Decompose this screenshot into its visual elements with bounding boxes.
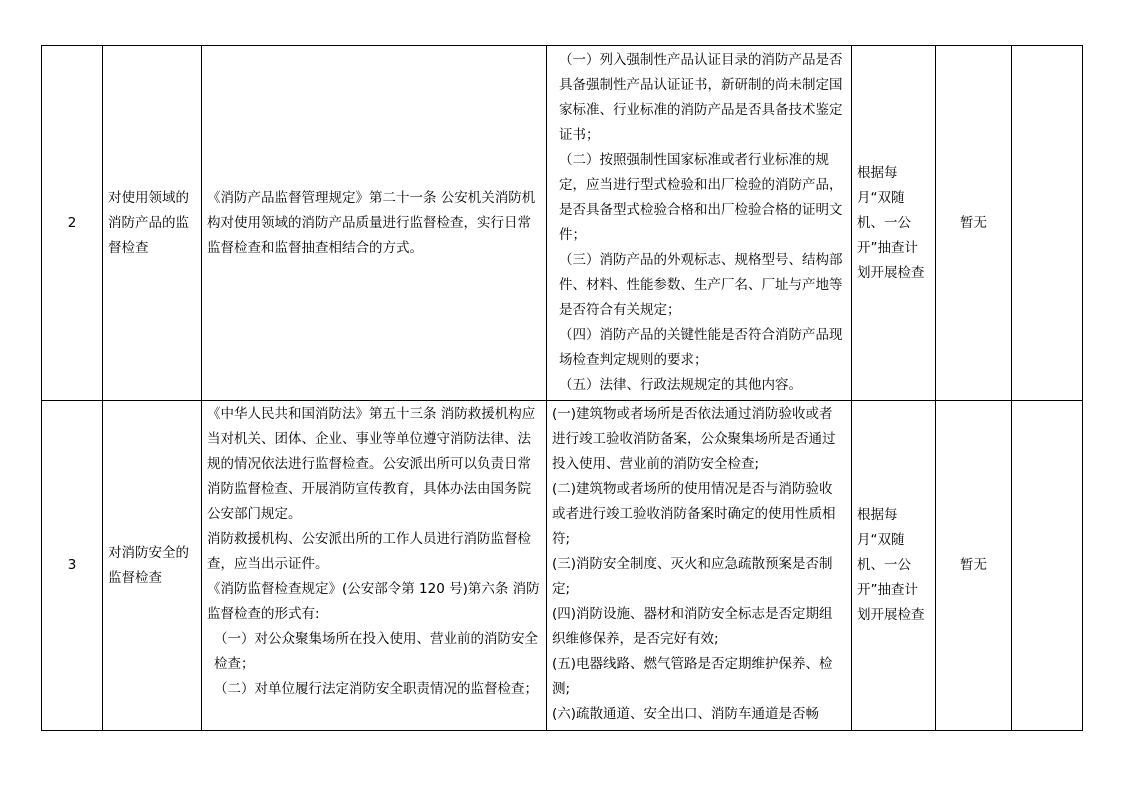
content-paragraph: (二)建筑物或者场所的使用情况是否与消防验收或者进行竣工验收消防备案时确定的使用性质相符; [552,481,836,547]
inspection-content-cell [547,401,852,731]
content-paragraph: （四）消防产品的关键性能是否符合消防产品现场检查判定规则的要求； [559,327,843,368]
remark-cell: 暂无 [936,401,1012,731]
content-paragraph: （五）法律、行政法规规定的其他内容。 [559,377,802,393]
content-paragraph: （三）消防产品的外观标志、规格型号、结构部件、材料、性能参数、生产厂名、厂址与产地等是否符合有关规定； [559,252,843,318]
extra-cell [1012,46,1083,401]
content-paragraph: （一）列入强制性产品认证目录的消防产品是否具备强制性产品认证证书，新研制的尚未制定国家标准、行业标准的消防产品是否具备技术鉴定证书； [559,52,843,143]
content-paragraph: (五)电器线路、燃气管路是否定期维护保养、检测; [552,656,833,697]
content-paragraph: (三)消防安全制度、灭火和应急疏散预案是否制定; [552,556,833,597]
content-paragraph: （二）按照强制性国家标准或者行业标准的规定，应当进行型式检验和出厂检验的消防产品，是否具备型式检验合格和出厂检验合格的证明文件； [559,152,843,243]
inspection-content-cell [547,46,852,401]
legal-basis-paragraph: 《消防产品监督管理规定》第二十一条 公安机关消防机构对使用领域的消防产品质量进行监督检查，实行日常监督检查和监督抽查相结合的方式。 [207,189,536,256]
legal-basis-cell [202,401,547,731]
inspection-item-name: 对消防安全的监督检查 [103,401,202,731]
remark-cell: 暂无 [936,46,1012,401]
content-paragraph: (六)疏散通道、安全出口、消防车通道是否畅 [552,706,820,722]
inspection-table [41,45,1083,731]
legal-basis-paragraph: 消防救援机构、公安派出所的工作人员进行消防监督检查，应当出示证件。 [207,531,531,572]
legal-basis-paragraph: 《中华人民共和国消防法》第五十三条 消防救援机构应当对机关、团体、企业、事业等单位遵守消防法律、法规的情况依法进行监督检查。公安派出所可以负责日常消防监督检查、开展消防宣传教育，具体办法由国务院公安部门规定。 [207,406,536,522]
legal-basis-paragraph: （二）对单位履行法定消防安全职责情况的监督检查； [214,681,538,697]
extra-cell [1012,401,1083,731]
inspection-method: 根据每月“双随机、一公开”抽查计划开展检查 [852,46,936,401]
content-paragraph: (一)建筑物或者场所是否依法通过消防验收或者进行竣工验收消防备案，公众聚集场所是否通过投入使用、营业前的消防安全检查; [552,406,836,472]
row-number: 3 [42,401,103,731]
inspection-method: 根据每月“双随机、一公开”抽查计划开展检查 [852,401,936,731]
inspection-item-name: 对使用领域的消防产品的监督检查 [103,46,202,401]
legal-basis-paragraph: 《消防监督检查规定》(公安部令第 120 号)第六条 消防监督检查的形式有: [207,581,540,622]
table-row [42,401,1083,731]
table-row [42,46,1083,401]
legal-basis-paragraph: （一）对公众聚集场所在投入使用、营业前的消防安全检查； [214,631,538,672]
legal-basis-cell [202,46,547,401]
row-number: 2 [42,46,103,401]
content-paragraph: (四)消防设施、器材和消防安全标志是否定期组织维修保养，是否完好有效; [552,606,833,647]
